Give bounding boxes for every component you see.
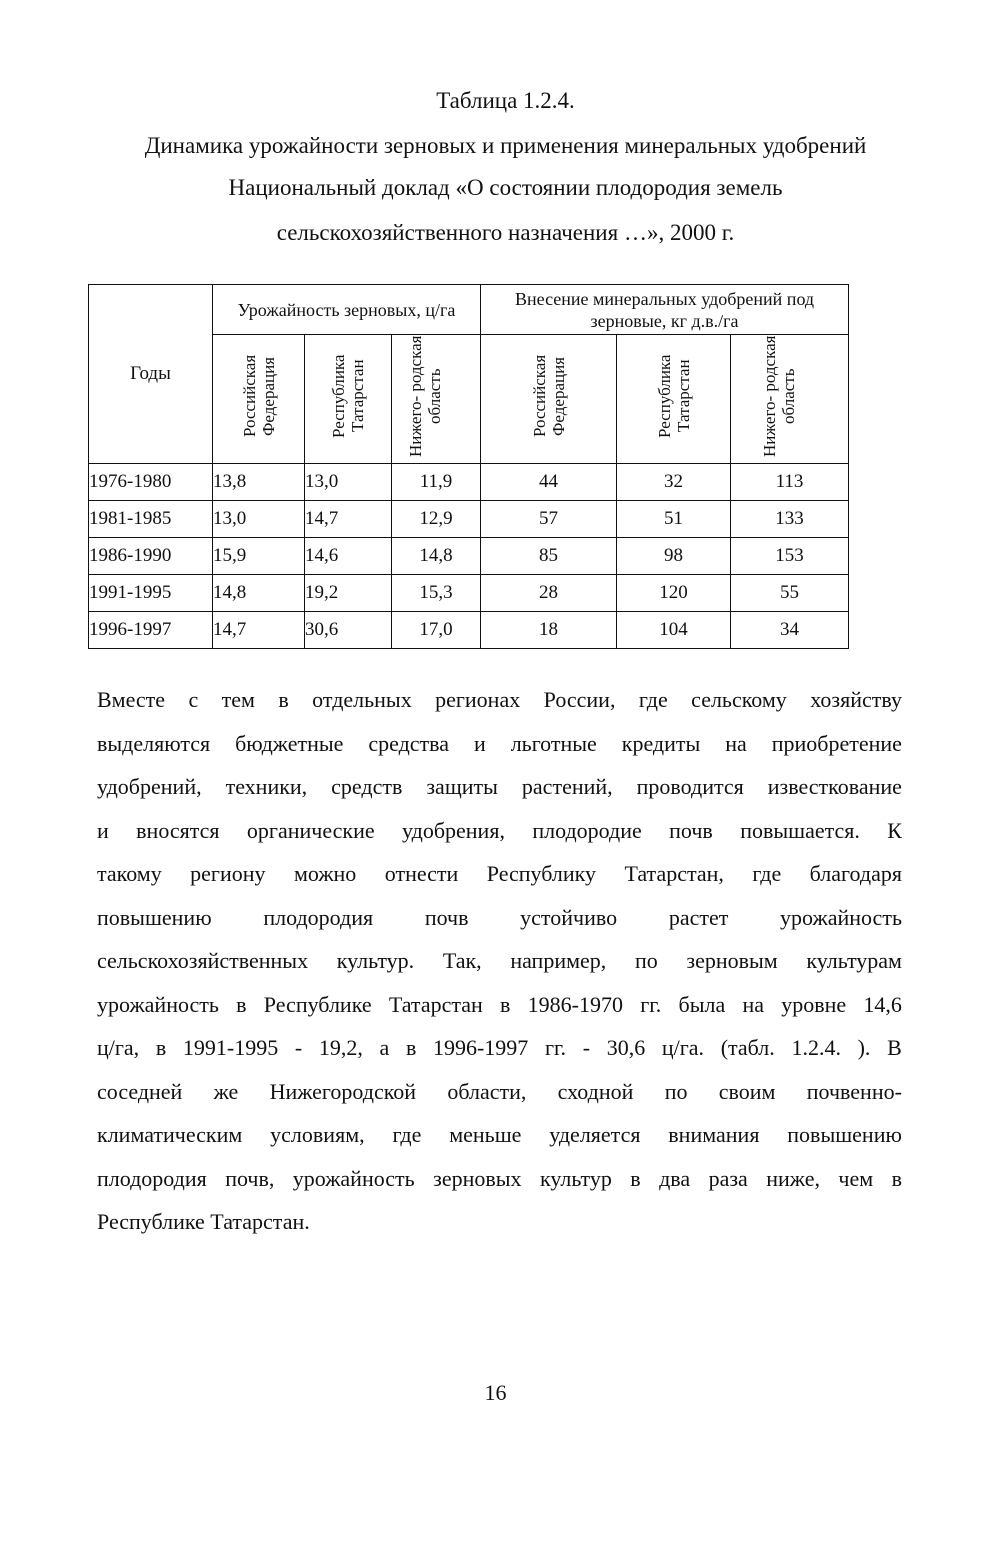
paragraph-word: В	[887, 1035, 902, 1060]
paragraph-word: сходной	[557, 1078, 634, 1104]
paragraph-word: была	[678, 991, 726, 1017]
paragraph-word: Республике	[263, 991, 372, 1017]
cell-value: 14,8	[213, 575, 305, 612]
paragraph-line	[97, 1026, 902, 1070]
paragraph-word: на	[725, 730, 747, 756]
paragraph-word: удобрений,	[97, 774, 202, 799]
paragraph-word: сельскохозяйственных	[97, 948, 309, 973]
paragraph-line	[97, 678, 902, 722]
cell-value: 51	[617, 501, 731, 538]
paragraph-word: органические	[246, 817, 375, 843]
paragraph-text: Республике Татарстан.	[97, 1209, 310, 1234]
paragraph-word: повышается.	[740, 817, 860, 843]
paragraph-word: же	[213, 1078, 239, 1104]
cell-years: 1991-1995	[89, 575, 213, 612]
paragraph-word: плодородия	[97, 1165, 207, 1191]
paragraph-word: -	[294, 1035, 303, 1060]
subheader-russia-fertilizer: Российская Федерация	[481, 335, 617, 464]
cell-value: 12,9	[392, 501, 481, 538]
paragraph-line	[97, 1070, 902, 1114]
paragraph-word: повышению	[787, 1122, 902, 1147]
table-row	[89, 464, 849, 501]
paragraph-word: меньше	[449, 1122, 522, 1147]
paragraph-word: гг.	[544, 1035, 567, 1060]
paragraph-word: соседней	[97, 1078, 183, 1104]
paragraph-word: Татарстан,	[624, 861, 724, 886]
paragraph-word: раза	[708, 1165, 748, 1191]
paragraph-word: зерновых	[433, 1165, 522, 1191]
paragraph-word: проводится	[636, 774, 744, 799]
paragraph-line	[97, 809, 902, 853]
header-years: Годы	[89, 285, 213, 464]
cell-value: 153	[731, 538, 849, 575]
paragraph-word: 1986-1970	[527, 991, 623, 1017]
paragraph-word: плодородие	[532, 817, 642, 843]
paragraph-word: выделяются	[97, 730, 211, 756]
paragraph-word: почвенно-	[806, 1078, 902, 1104]
paragraph-line	[97, 939, 902, 983]
cell-years: 1976-1980	[89, 464, 213, 501]
paragraph-word: отнести	[384, 861, 459, 886]
paragraph-word: культурам	[806, 948, 902, 973]
paragraph-word: культур	[539, 1165, 612, 1191]
table-number: Таблица 1.2.4.	[436, 88, 575, 113]
table-row	[89, 575, 849, 612]
cell-value: 98	[617, 538, 731, 575]
cell-years: 1996-1997	[89, 612, 213, 649]
cell-value: 14,8	[392, 538, 481, 575]
paragraph-word: зерновым	[686, 948, 778, 973]
paragraph-word: чем	[838, 1165, 874, 1191]
paragraph-word: уделяется	[549, 1122, 641, 1147]
paragraph-word: почв	[424, 904, 469, 930]
paragraph-word: культур.	[336, 948, 415, 973]
paragraph-word: 1.2.4.	[791, 1035, 841, 1060]
paragraph-word: области,	[447, 1078, 527, 1104]
paragraph-word: урожайность	[292, 1165, 415, 1191]
paragraph-word: Республику	[486, 861, 597, 886]
subheader-tatarstan-fertilizer: Республика Татарстан	[617, 335, 731, 464]
paragraph-line	[97, 765, 902, 809]
paragraph-line	[97, 896, 902, 940]
table-row	[89, 501, 849, 538]
paragraph-word: бюджетные	[235, 730, 344, 756]
cell-value: 15,3	[392, 575, 481, 612]
paragraph-word: в	[891, 1165, 902, 1191]
cell-years: 1981-1985	[89, 501, 213, 538]
cell-value: 44	[481, 464, 617, 501]
paragraph-word: ).	[857, 1035, 871, 1060]
cell-value: 13,8	[213, 464, 305, 501]
paragraph-word: тем	[221, 687, 255, 712]
paragraph-word: гг.	[640, 991, 662, 1017]
cell-value: 13,0	[305, 464, 392, 501]
paragraph-word: своим	[718, 1078, 776, 1104]
paragraph-word: ц/га,	[97, 1035, 140, 1060]
paragraph-word: техники,	[225, 774, 308, 799]
paragraph-word: устойчиво	[520, 904, 618, 930]
cell-value: 17,0	[392, 612, 481, 649]
paragraph-word: в	[155, 1035, 167, 1060]
paragraph-word: где	[752, 861, 782, 886]
cell-value: 57	[481, 501, 617, 538]
header-fertilizer: Внесение минеральных удобрений под зерновые, кг д.в./га	[481, 285, 849, 335]
cell-value: 11,9	[392, 464, 481, 501]
paragraph-word: 30,6	[606, 1035, 646, 1060]
cell-value: 120	[617, 575, 731, 612]
paragraph-line	[97, 722, 902, 766]
paragraph-word: на	[742, 991, 764, 1017]
subheader-nizhny-yield: Нижего- родская область	[392, 335, 481, 464]
paragraph-word: а	[379, 1035, 390, 1060]
paragraph-word: два	[659, 1165, 691, 1191]
paragraph-word: почв,	[225, 1165, 275, 1191]
paragraph-word: Так,	[442, 948, 482, 973]
subheader-nizhny-fertilizer: Нижего- родская область	[731, 335, 849, 464]
cell-value: 15,9	[213, 538, 305, 575]
paragraph-word: удобрения,	[402, 817, 505, 843]
paragraph-word: с	[188, 687, 199, 712]
paragraph-word: в	[278, 687, 289, 712]
paragraph-word: урожайность	[780, 904, 902, 930]
body-paragraph	[97, 678, 902, 1244]
header-grain-yield: Урожайность зерновых, ц/га	[213, 285, 481, 335]
cell-value: 133	[731, 501, 849, 538]
paragraph-word: Татарстан	[388, 991, 483, 1017]
paragraph-word: России,	[543, 687, 616, 712]
paragraph-word: в	[405, 1035, 417, 1060]
paragraph-word: по	[664, 1078, 688, 1104]
paragraph-word: в	[236, 991, 247, 1017]
cell-value: 32	[617, 464, 731, 501]
paragraph-word: Нижегородской	[269, 1078, 417, 1104]
paragraph-word: где	[638, 687, 668, 712]
yield-fertilizer-table	[88, 284, 849, 649]
subheader-russia-yield: Российская Федерация	[213, 335, 305, 464]
paragraph-word: вносятся	[136, 817, 220, 843]
cell-value: 34	[731, 612, 849, 649]
paragraph-word: например,	[510, 948, 607, 973]
paragraph-line	[97, 1200, 902, 1244]
table-row	[89, 612, 849, 649]
paragraph-word: и	[473, 730, 486, 756]
table-title: Динамика урожайности зерновых и применения минеральных удобрений	[144, 133, 867, 158]
paragraph-word: сельскому	[691, 687, 787, 712]
paragraph-word: 19,2,	[318, 1035, 363, 1060]
paragraph-word: в	[500, 991, 511, 1017]
paragraph-word: климатическим	[97, 1122, 243, 1147]
subheader-tatarstan-yield: Республика Татарстан	[305, 335, 392, 464]
paragraph-word: можно	[293, 861, 357, 886]
paragraph-word: 1996-1997	[432, 1035, 529, 1060]
paragraph-word: ниже,	[766, 1165, 820, 1191]
paragraph-word: условиям,	[270, 1122, 365, 1147]
cell-years: 1986-1990	[89, 538, 213, 575]
cell-value: 19,2	[305, 575, 392, 612]
paragraph-word: внимания	[668, 1122, 760, 1147]
paragraph-word: плодородия	[263, 904, 374, 930]
cell-value: 55	[731, 575, 849, 612]
paragraph-word: -	[582, 1035, 591, 1060]
paragraph-word: хозяйству	[810, 687, 902, 712]
paragraph-word: Вместе	[97, 687, 166, 712]
cell-value: 14,7	[305, 501, 392, 538]
paragraph-word: повышению	[97, 904, 212, 930]
paragraph-word: кредиты	[621, 730, 701, 756]
paragraph-line	[97, 852, 902, 896]
paragraph-line	[97, 1113, 902, 1157]
cell-value: 104	[617, 612, 731, 649]
paragraph-word: по	[634, 948, 658, 973]
paragraph-word: где	[392, 1122, 422, 1147]
paragraph-word: приобретение	[771, 730, 902, 756]
paragraph-word: почв	[669, 817, 713, 843]
paragraph-word: К	[887, 817, 902, 843]
cell-value: 28	[481, 575, 617, 612]
paragraph-word: уровне	[781, 991, 847, 1017]
paragraph-line	[97, 983, 902, 1027]
paragraph-word: регионах	[435, 687, 521, 712]
paragraph-word: средства	[368, 730, 450, 756]
paragraph-word: 1991-1995	[182, 1035, 279, 1060]
page-number: 16	[484, 1380, 507, 1405]
paragraph-word: и	[97, 817, 109, 843]
paragraph-word: такому	[97, 861, 162, 886]
cell-value: 14,6	[305, 538, 392, 575]
cell-value: 85	[481, 538, 617, 575]
paragraph-word: региону	[190, 861, 266, 886]
cell-value: 30,6	[305, 612, 392, 649]
table-source-line-2: сельскохозяйственного назначения …», 2000 г.	[276, 220, 735, 245]
cell-value: 113	[731, 464, 849, 501]
paragraph-word: растений,	[521, 774, 613, 799]
cell-value: 14,7	[213, 612, 305, 649]
paragraph-word: растет	[668, 904, 729, 930]
table-row	[89, 538, 849, 575]
paragraph-word: благодаря	[809, 861, 902, 886]
cell-value: 18	[481, 612, 617, 649]
table-source-line-1: Национальный доклад «О состоянии плодородия земель	[228, 175, 783, 200]
paragraph-word: защиты	[426, 774, 498, 799]
paragraph-word: в	[630, 1165, 641, 1191]
paragraph-line	[97, 1157, 902, 1201]
paragraph-word: льготные	[510, 730, 597, 756]
paragraph-word: (табл.	[720, 1035, 775, 1060]
paragraph-word: ц/га.	[661, 1035, 705, 1060]
paragraph-word: отдельных	[312, 687, 412, 712]
paragraph-word: известкование	[767, 774, 902, 799]
paragraph-word: средств	[331, 774, 403, 799]
paragraph-word: урожайность	[97, 991, 219, 1017]
paragraph-word: 14,6	[863, 991, 902, 1017]
cell-value: 13,0	[213, 501, 305, 538]
